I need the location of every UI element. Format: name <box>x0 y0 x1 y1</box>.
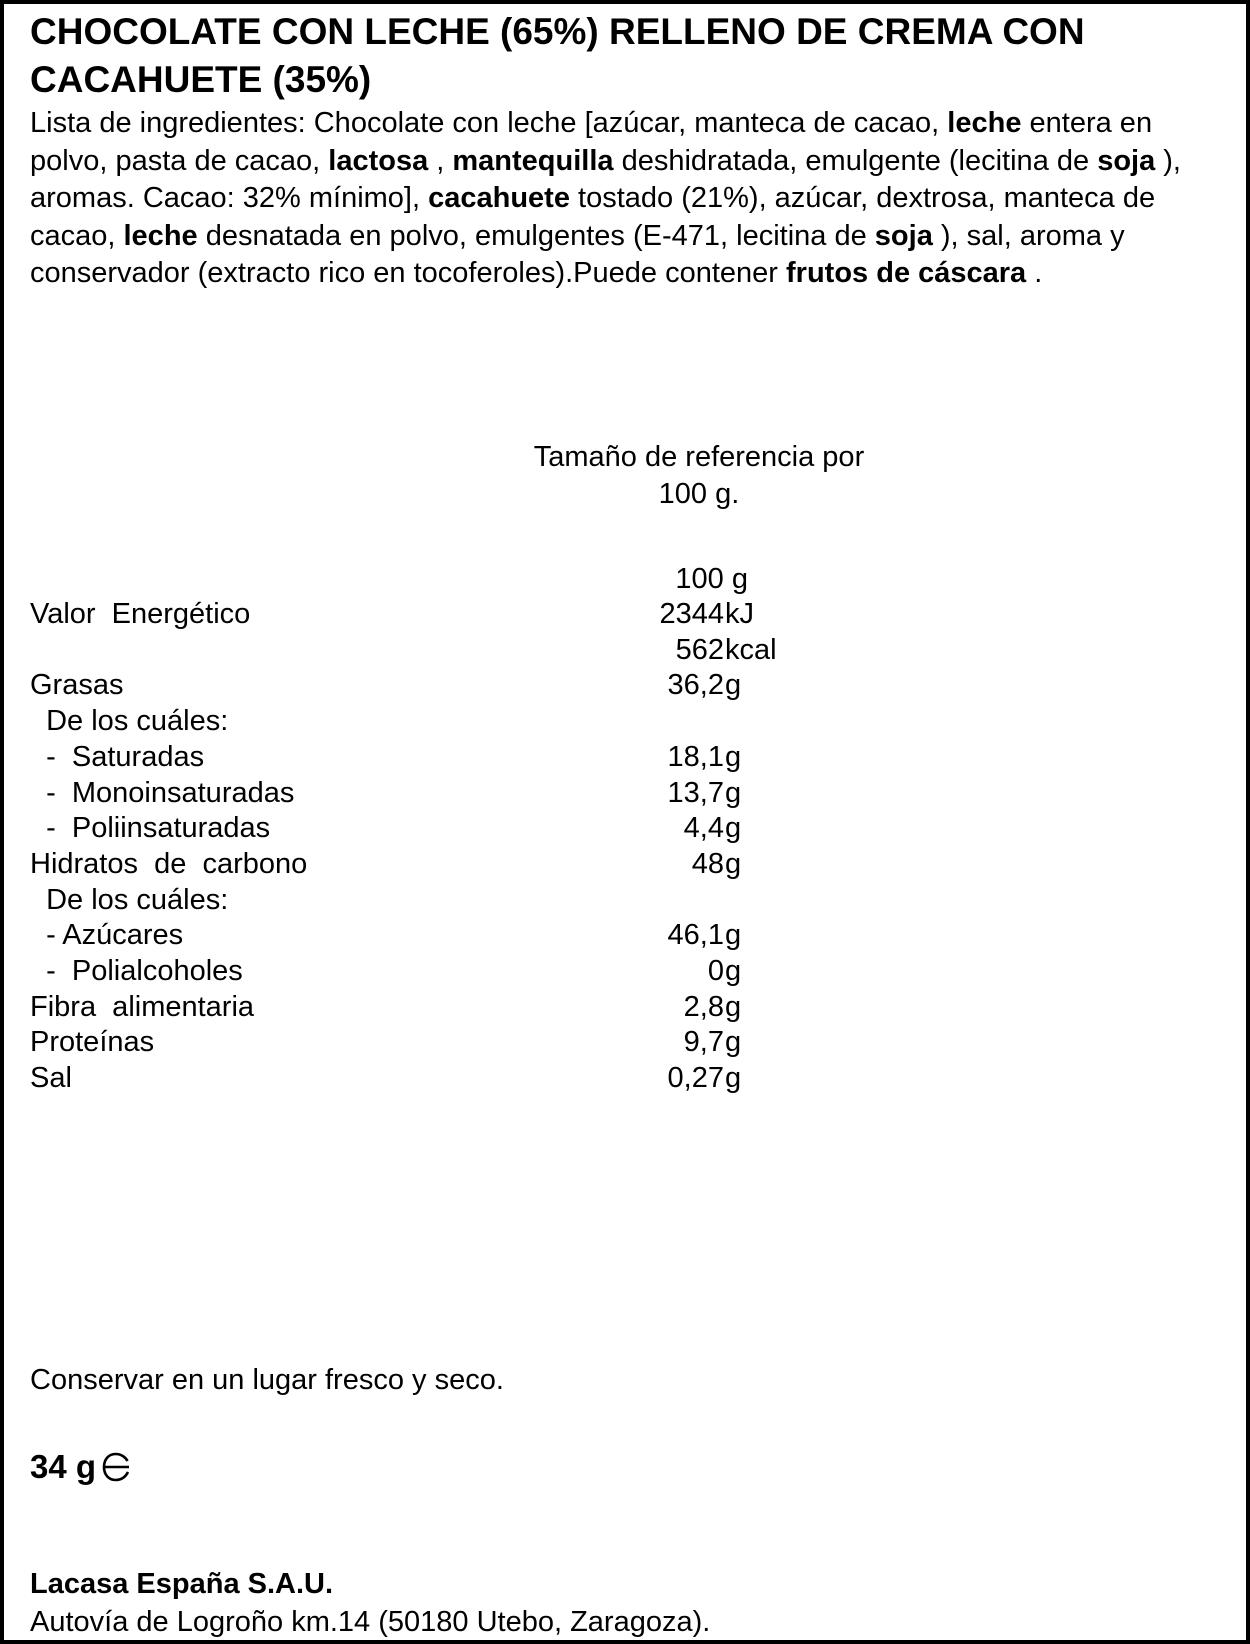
nutrition-row <box>4 1024 1250 1061</box>
nutrient-label: De los cuáles: <box>30 883 229 916</box>
nutrient-unit: g <box>725 1062 742 1095</box>
nutrient-value: 2344 <box>659 598 724 630</box>
nutrient-value: 562 <box>675 633 724 666</box>
nutrient-unit: g <box>725 847 742 880</box>
allergen-text: soja <box>1097 144 1156 177</box>
company-address: Autovía de Logroño km.14 (50180 Utebo, Zaragoza). <box>30 1606 711 1638</box>
nutrient-label: De los cuáles: <box>30 705 229 738</box>
nutrient-unit: g <box>725 812 742 845</box>
ingredient-text: ), sal, aroma y conservador (extracto rico en tocoferoles).Puede contener <box>30 219 1125 289</box>
nutrition-row <box>4 1060 1250 1097</box>
nutrient-value: 2,8 <box>683 990 724 1023</box>
nutrient-value: 0,27 <box>667 1062 724 1095</box>
nutrient-value: 0 <box>707 955 724 987</box>
nutrient-label: Proteínas <box>30 1026 155 1059</box>
nutrient-value: 48 <box>691 847 724 880</box>
nutrient-value: 4,4 <box>683 812 724 845</box>
allergen-text: soja <box>874 219 933 252</box>
reference-line-1: Tamaño de referencia por <box>533 441 865 473</box>
allergen-text: frutos de cáscara <box>786 257 1027 289</box>
nutrient-value: 46,1 <box>667 919 724 952</box>
nutrient-value: 9,7 <box>683 1026 724 1059</box>
nutrient-label: Valor Energético <box>30 598 251 630</box>
ingredient-text: deshidratada, emulgente (lecitina de <box>613 144 1098 177</box>
nutrient-value: 13,7 <box>667 776 724 809</box>
allergen-text: leche <box>123 219 198 252</box>
storage-instructions: Conservar en un lugar fresco y seco. <box>30 1364 504 1396</box>
company-name: Lacasa España S.A.U. <box>30 1568 334 1600</box>
ingredient-text: desnatada en polvo, emulgentes (E-471, lecitina de <box>197 219 875 252</box>
nutrient-unit: kJ <box>725 598 754 630</box>
nutrient-label: Hidratos de carbono <box>30 847 308 880</box>
allergen-text: leche <box>947 107 1022 139</box>
ingredient-text: Lista de ingredientes: Chocolate con leche [azúcar, manteca de cacao, <box>30 107 948 139</box>
estimated-sign-icon <box>98 1450 134 1484</box>
ingredients-list <box>30 105 1230 293</box>
ingredient-text: . <box>1026 257 1043 289</box>
net-weight-value: 34 g <box>30 1448 97 1485</box>
nutrient-value: 18,1 <box>667 740 724 773</box>
nutrition-row <box>4 989 1250 1026</box>
nutrition-row <box>4 775 1250 812</box>
nutrition-row <box>4 846 1250 883</box>
allergen-text: cacahuete <box>428 182 570 214</box>
allergen-text: mantequilla <box>452 144 614 177</box>
net-weight <box>30 1447 134 1487</box>
reference-size <box>464 439 934 513</box>
ingredient-text: tostado (21%), azúcar, dextrosa, manteca de cacao, <box>30 182 1156 252</box>
nutrient-label: Grasas <box>30 669 124 702</box>
nutrient-label: - Saturadas <box>30 740 205 773</box>
nutrition-column-header: 100 g <box>675 563 748 595</box>
nutrient-label: - Azúcares <box>30 919 184 952</box>
nutrition-row <box>4 917 1250 954</box>
nutrient-unit: g <box>725 776 742 809</box>
nutrition-row <box>4 632 1250 669</box>
nutrient-unit: kcal <box>725 633 777 666</box>
nutrient-unit: g <box>725 1026 742 1059</box>
ingredient-text: entera en polvo, pasta de cacao, <box>30 107 1153 177</box>
nutrient-unit: g <box>725 740 742 773</box>
nutrient-value: 36,2 <box>667 669 724 702</box>
nutrition-row <box>4 739 1250 776</box>
nutrition-row <box>4 703 1250 740</box>
nutrition-row <box>4 596 1250 633</box>
nutrient-label: Sal <box>30 1062 72 1095</box>
ingredient-text: , <box>428 144 453 177</box>
nutrient-label: - Monoinsaturadas <box>30 776 295 809</box>
nutrition-row <box>4 667 1250 704</box>
nutrient-label: - Poliinsaturadas <box>30 812 271 845</box>
allergen-text: lactosa <box>328 144 429 177</box>
nutrient-label: - Polialcoholes <box>30 955 243 987</box>
nutrient-unit: g <box>725 990 742 1023</box>
nutrition-row <box>4 882 1250 919</box>
nutrition-row <box>4 810 1250 847</box>
nutrient-unit: g <box>725 955 742 987</box>
nutrition-column-header-row <box>4 561 1250 598</box>
reference-line-2: 100 g. <box>658 478 740 510</box>
nutrition-row <box>4 953 1250 990</box>
nutrient-unit: g <box>725 669 742 702</box>
ingredient-text: ), aromas. Cacao: 32% mínimo], <box>30 144 1181 214</box>
nutrient-unit: g <box>725 919 742 952</box>
product-title: CHOCOLATE CON LECHE (65%) RELLENO DE CREMA CON CACAHUETE (35%) <box>30 11 1085 100</box>
nutrient-label: Fibra alimentaria <box>30 990 255 1023</box>
